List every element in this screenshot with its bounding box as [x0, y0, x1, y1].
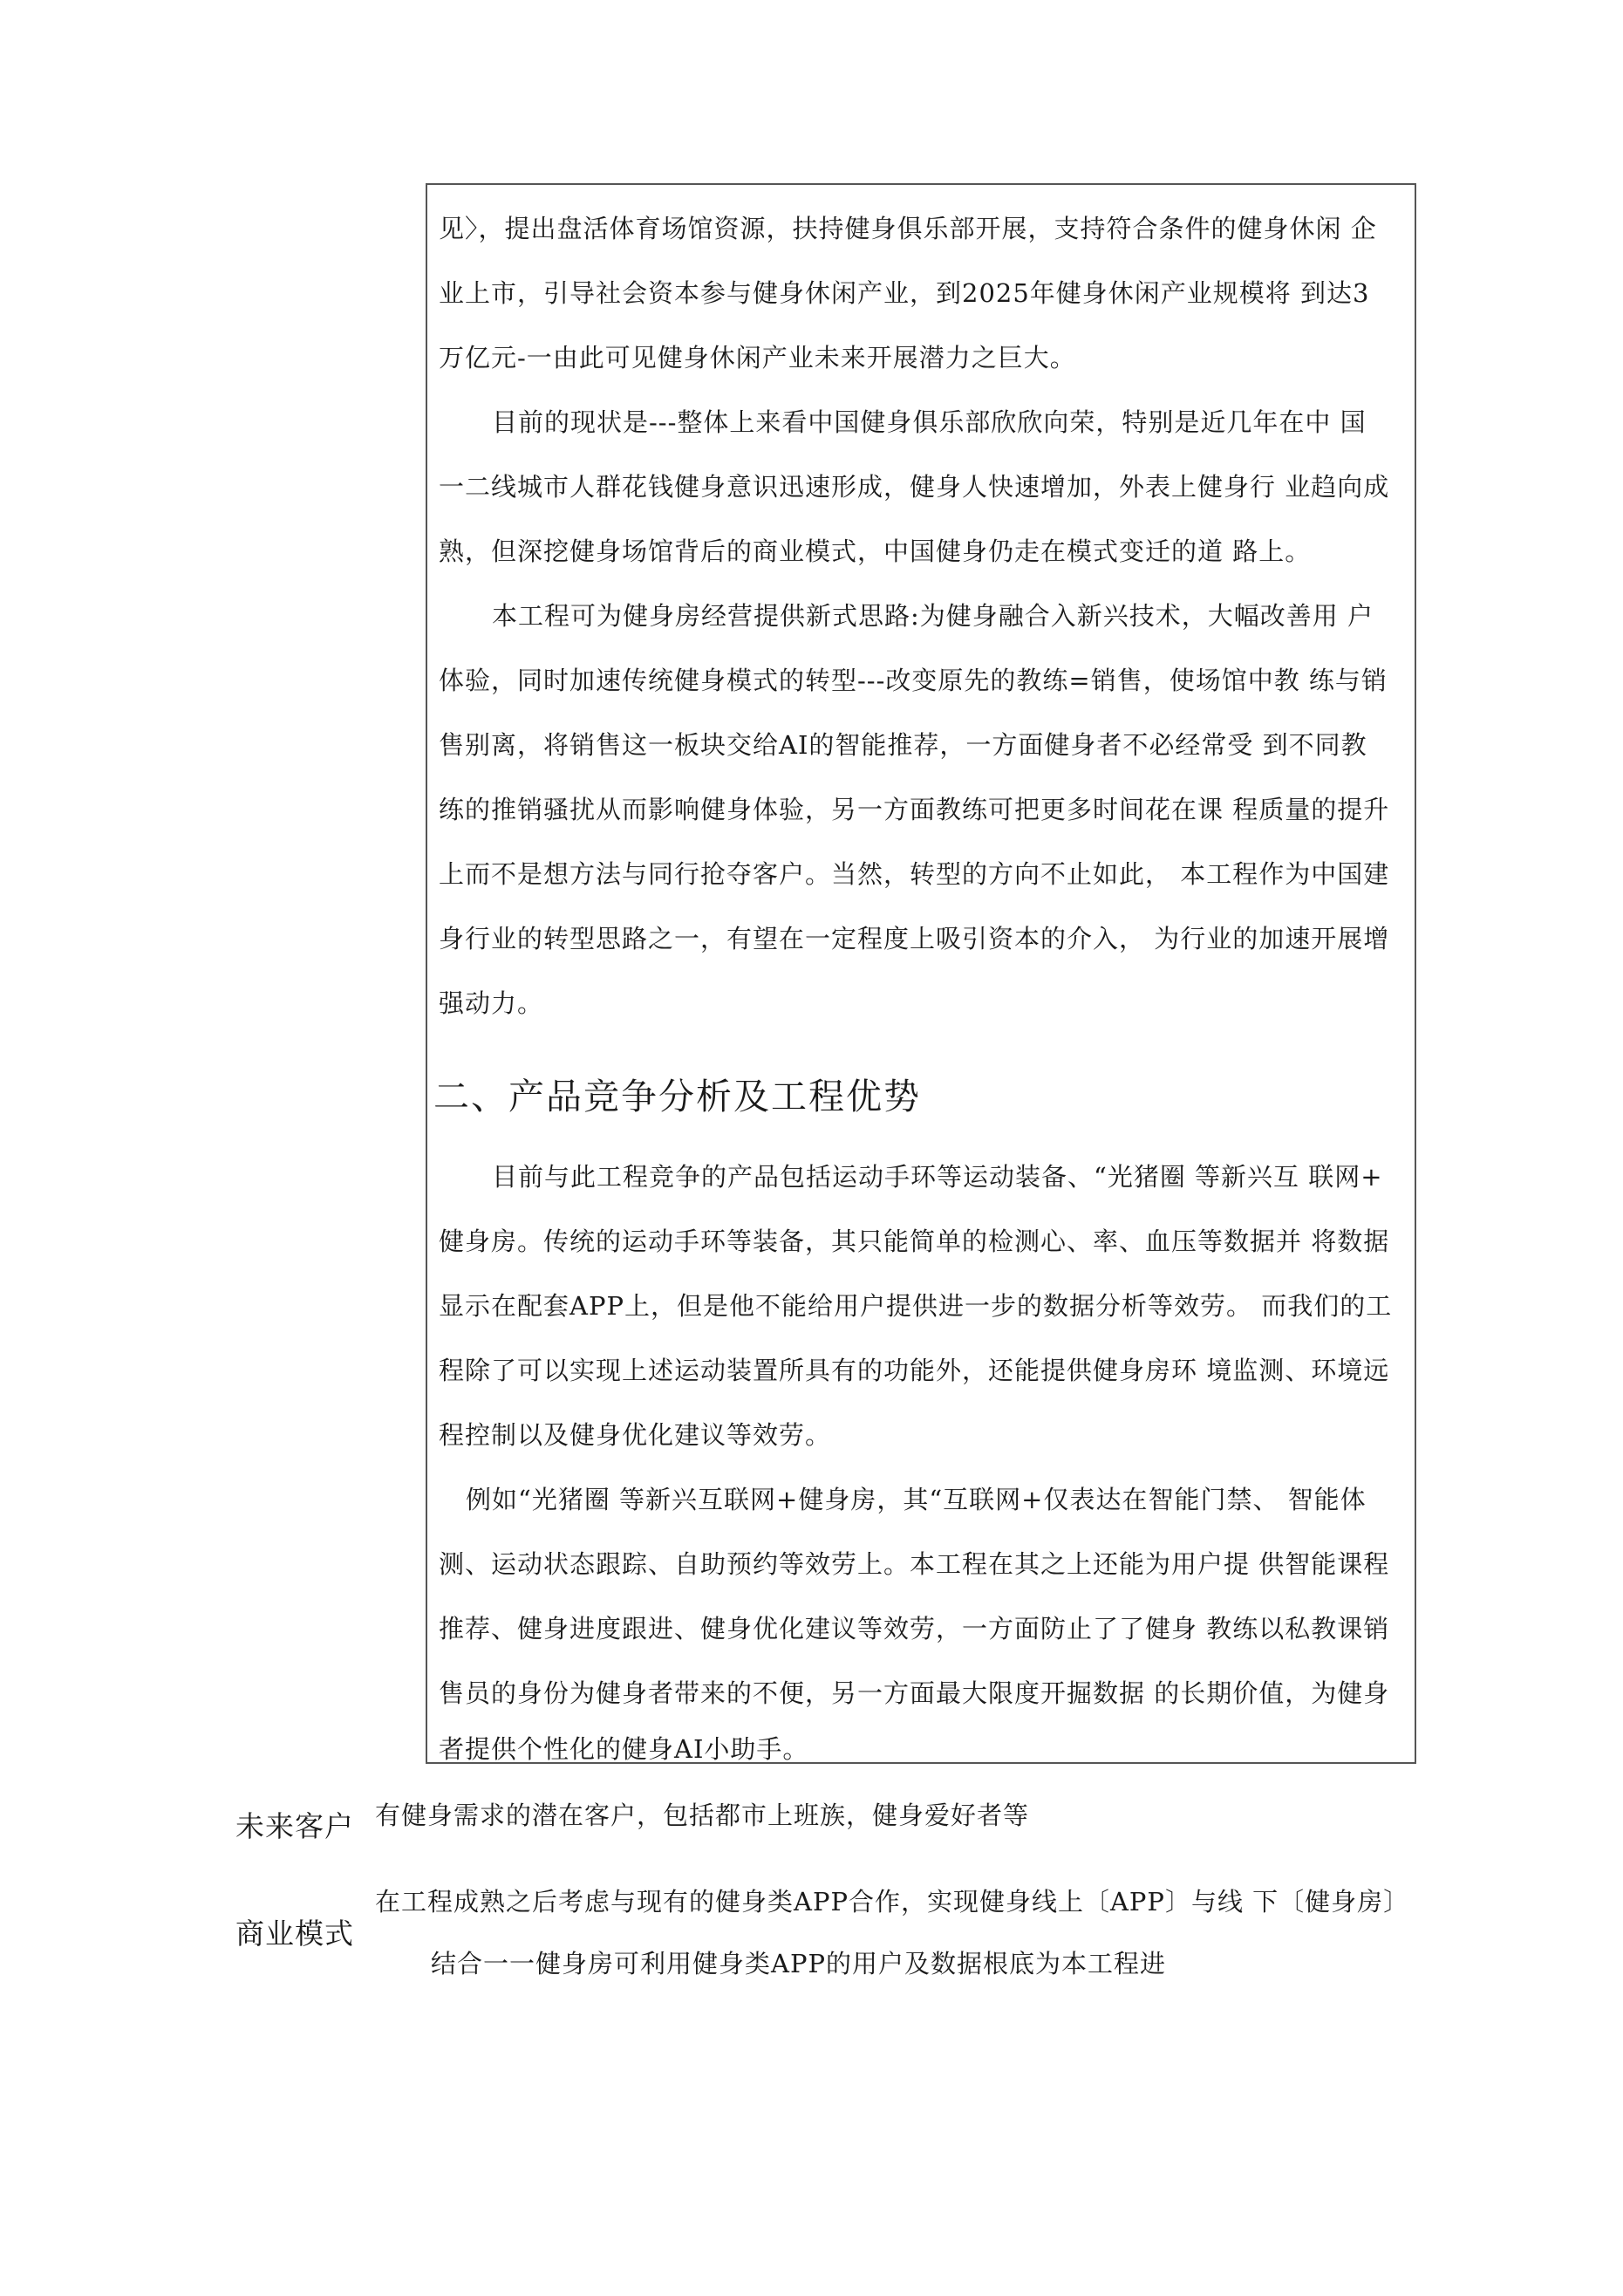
paragraph-line: 例如“光猪圈 等新兴互联网+健身房，其“互联网+仅表达在智能门禁、 智能体: [466, 1485, 1367, 1514]
paragraph-line: 目前与此工程竞争的产品包括运动手环等运动装备、“光猪圈 等新兴互 联网+: [492, 1162, 1383, 1192]
paragraph-line: 程控制以及健身优化建议等效劳。: [439, 1420, 832, 1450]
paragraph-line: 万亿元-一由此可见健身休闲产业未来开展潜力之巨大。: [439, 343, 1076, 372]
paragraph-line: 体验，同时加速传统健身模式的转型---改变原先的教练=销售，使场馆中教 练与销: [439, 666, 1388, 695]
section-heading: 二、产品竞争分析及工程优势: [433, 1076, 921, 1117]
paragraph-line: 本工程可为健身房经营提供新式思路:为健身融合入新兴技术，大幅改善用 户: [492, 601, 1374, 631]
business-model-label: 商业模式: [235, 1917, 354, 1951]
paragraph-line: 售别离，将销售这一板块交给AI的智能推荐，一方面健身者不必经常受 到不同教: [439, 730, 1367, 760]
paragraph-line: 身行业的转型思路之一，有望在一定程度上吸引资本的介入， 为行业的加速开展增: [439, 924, 1390, 953]
paragraph-line: 健身房。传统的运动手环等装备，其只能简单的检测心、率、血压等数据并 将数据: [439, 1227, 1390, 1256]
paragraph-line: 业上市，引导社会资本参与健身休闲产业，到2025年健身休闲产业规模将 到达3: [439, 278, 1370, 308]
future-clients-text: 有健身需求的潜在客户，包括都市上班族，健身爱好者等: [375, 1801, 1030, 1830]
paragraph-line: 熟，但深挖健身场馆背后的商业模式，中国健身仍走在模式变迁的道 路上。: [439, 536, 1312, 566]
future-clients-label: 未来客户: [235, 1809, 354, 1843]
paragraph-line: 测、运动状态跟踪、自助预约等效劳上。本工程在其之上还能为用户提 供智能课程: [439, 1549, 1390, 1579]
paragraph-line: 强动力。: [439, 988, 544, 1018]
paragraph-line: 见〉，提出盘活体育场馆资源，扶持健身俱乐部开展，支持符合条件的健身休闲 企: [439, 214, 1377, 243]
paragraph-line: 程除了可以实现上述运动装置所具有的功能外，还能提供健身房环 境监测、环境远: [439, 1356, 1390, 1385]
paragraph-line: 推荐、健身进度跟进、健身优化建议等效劳，一方面防止了了健身 教练以私教课销: [439, 1614, 1390, 1643]
paragraph-line: 目前的现状是---整体上来看中国健身俱乐部欣欣向荣，特别是近几年在中 国: [492, 407, 1367, 437]
paragraph-line: 上而不是想方法与同行抢夺客户。当然，转型的方向不止如此， 本工程作为中国建: [439, 859, 1390, 889]
paragraph-line: 练的推销骚扰从而影响健身体验，另一方面教练可把更多时间花在课 程质量的提升: [439, 795, 1390, 824]
business-model-text-1: 在工程成熟之后考虑与现有的健身类APP合作，实现健身线上〔APP〕与线 下〔健身房〕: [375, 1887, 1410, 1917]
paragraph-line: 显示在配套APP上，但是他不能给用户提供进一步的数据分析等效劳。 而我们的工: [439, 1291, 1393, 1321]
paragraph-line: 者提供个性化的健身AI小助手。: [439, 1734, 809, 1764]
business-model-text-2: 结合一一健身房可利用健身类APP的用户及数据根底为本工程进: [431, 1949, 1166, 1978]
paragraph-line: 售员的身份为健身者带来的不便，另一方面最大限度开掘数据 的长期价值，为健身: [439, 1678, 1390, 1708]
paragraph-line: 一二线城市人群花钱健身意识迅速形成，健身人快速增加，外表上健身行 业趋向成: [439, 472, 1390, 502]
